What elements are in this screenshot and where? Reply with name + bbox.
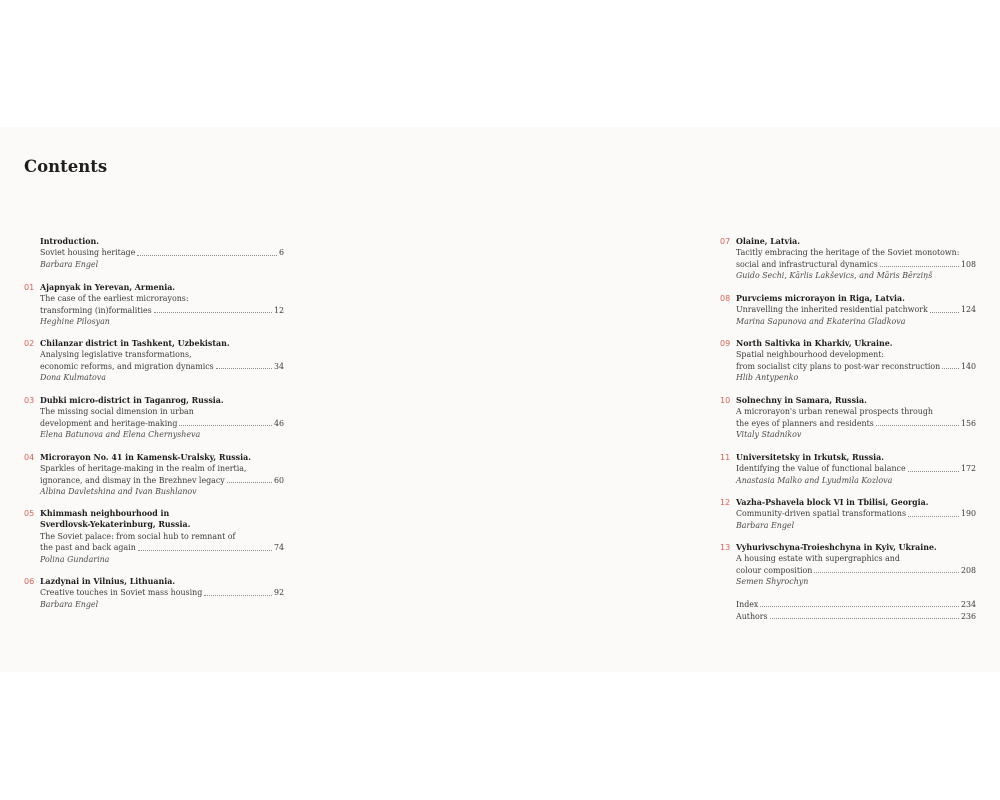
- toc-entry-authors[interactable]: [720, 611, 976, 622]
- dot-leader: [204, 595, 272, 596]
- page-number: 140: [960, 361, 976, 371]
- entry-subtitle: economic reforms, and migration dynamics: [40, 361, 214, 371]
- entry-subtitle: the past and back again: [40, 543, 136, 553]
- entry-subtitle: Community-driven spatial transformations: [736, 509, 907, 519]
- entry-subtitle: social and infrastructural dynamics: [736, 259, 878, 269]
- entry-author: Hlib Antypenko: [736, 373, 799, 383]
- toc-entry[interactable]: [24, 576, 284, 610]
- contents-title: Contents: [24, 157, 108, 176]
- page-number: 156: [960, 418, 976, 428]
- entry-author: Albina Davletshina and Ivan Bushlanov: [40, 487, 197, 497]
- entry-subtitle: transforming (in)formalities: [40, 305, 152, 315]
- entry-heading: Vyhurivschyna-Troieshchyna in Kyiv, Ukraine.: [736, 543, 937, 552]
- entry-subtitle: Creative touches in Soviet mass housing: [40, 588, 203, 598]
- entry-heading: Ajapnyak in Yerevan, Armenia.: [40, 283, 176, 292]
- dot-leader: [154, 312, 272, 313]
- entry-subtitle-line: The case of the earliest microrayons:: [40, 294, 189, 304]
- entry-heading: Chilanzar district in Tashkent, Uzbekistan.: [40, 339, 230, 348]
- entry-heading: Universitetsky in Irkutsk, Russia.: [736, 453, 884, 462]
- entry-author: Elena Batunova and Elena Chernysheva: [40, 430, 201, 440]
- toc-entry[interactable]: [24, 236, 284, 270]
- chapter-number: 04: [24, 453, 35, 462]
- toc-entry[interactable]: [24, 395, 284, 441]
- dot-leader: [216, 368, 272, 369]
- entry-author: Barbara Engel: [736, 520, 795, 530]
- chapter-number: 12: [720, 498, 731, 507]
- entry-subtitle: development and heritage-making: [40, 418, 178, 428]
- page-number: 172: [960, 464, 976, 474]
- dot-leader: [138, 550, 272, 551]
- chapter-number: 02: [24, 339, 35, 348]
- entry-heading: Purvciems microrayon in Riga, Latvia.: [736, 294, 905, 303]
- page-number: 6: [278, 248, 284, 258]
- dot-leader: [179, 425, 272, 426]
- entry-author: Barbara Engel: [40, 259, 99, 269]
- dot-leader: [770, 618, 959, 619]
- chapter-number: 11: [720, 453, 731, 462]
- toc-entry[interactable]: [720, 338, 976, 384]
- dot-leader: [942, 368, 959, 369]
- page-number: 74: [273, 543, 284, 553]
- entry-author: Heghine Pilosyan: [40, 317, 110, 327]
- dot-leader: [227, 482, 272, 483]
- toc-entry[interactable]: [24, 452, 284, 498]
- chapter-number: 01: [24, 283, 35, 292]
- toc-entry[interactable]: [24, 508, 284, 565]
- dot-leader: [930, 312, 959, 313]
- entry-subtitle: the eyes of planners and residents: [736, 418, 874, 428]
- entry-subtitle-line: Spatial neighbourhood development:: [736, 350, 885, 360]
- toc-entry[interactable]: [720, 497, 976, 531]
- page-number: 190: [960, 509, 976, 519]
- authors-label: Authors: [736, 612, 768, 621]
- chapter-number: 13: [720, 543, 731, 552]
- entry-heading: Microrayon No. 41 in Kamensk-Uralsky, Russia.: [40, 453, 251, 462]
- entry-heading: Introduction.: [40, 237, 99, 246]
- chapter-number: 09: [720, 339, 731, 348]
- toc-entry[interactable]: [720, 293, 976, 327]
- chapter-number: 07: [720, 237, 731, 246]
- chapter-number: 05: [24, 509, 35, 518]
- entry-heading: Khimmash neighbourhood in: [40, 509, 170, 518]
- entry-author: Semen Shyrochyn: [736, 577, 809, 587]
- chapter-number: 03: [24, 396, 35, 405]
- entry-author: Barbara Engel: [40, 599, 99, 609]
- entry-subtitle-line: The missing social dimension in urban: [40, 407, 194, 417]
- dot-leader: [908, 516, 959, 517]
- page-number: 236: [960, 612, 976, 621]
- entry-heading: Dubki micro-district in Taganrog, Russia.: [40, 396, 224, 405]
- entry-subtitle: Identifying the value of functional balance: [736, 464, 906, 474]
- entry-subtitle: Unravelling the inherited residential patchwork: [736, 305, 928, 315]
- page-number: 60: [273, 475, 284, 485]
- toc-entry[interactable]: [720, 452, 976, 486]
- dot-leader: [880, 266, 959, 267]
- page-number: 208: [960, 565, 976, 575]
- dot-leader: [137, 255, 277, 256]
- dot-leader: [908, 471, 959, 472]
- page-number: 34: [273, 361, 284, 371]
- toc-entry[interactable]: [720, 236, 976, 282]
- page-number: 124: [960, 305, 976, 315]
- entry-subtitle: colour composition: [736, 565, 813, 575]
- entry-subtitle-line: Tacitly embracing the heritage of the Soviet monotown:: [736, 248, 960, 258]
- entry-subtitle-line: A microrayon's urban renewal prospects through: [736, 407, 934, 417]
- entry-subtitle: from socialist city plans to post-war reconstruction: [736, 361, 941, 371]
- entry-heading: Solnechny in Samara, Russia.: [736, 396, 867, 405]
- entry-author: Dona Kulmatova: [40, 373, 106, 383]
- entry-heading: North Saltivka in Kharkiv, Ukraine.: [736, 339, 893, 348]
- dot-leader: [814, 572, 959, 573]
- toc-entry-index[interactable]: [720, 599, 976, 610]
- entry-heading: Lazdynai in Vilnius, Lithuania.: [40, 577, 176, 586]
- toc-entry[interactable]: [720, 395, 976, 441]
- chapter-number: 06: [24, 577, 35, 586]
- chapter-number: 10: [720, 396, 731, 405]
- entry-subtitle: ignorance, and dismay in the Brezhnev legacy: [40, 475, 225, 485]
- entry-subtitle-line: Sparkles of heritage-making in the realm of inertia,: [40, 464, 247, 474]
- entry-subtitle-line: A housing estate with supergraphics and: [736, 554, 900, 564]
- dot-leader: [876, 425, 959, 426]
- entry-heading: Olaine, Latvia.: [736, 237, 800, 246]
- toc-entry[interactable]: [24, 338, 284, 384]
- index-label: Index: [736, 600, 759, 609]
- chapter-number: 08: [720, 294, 731, 303]
- page-number: 46: [273, 418, 284, 428]
- toc-entry[interactable]: [24, 282, 284, 328]
- dot-leader: [760, 606, 959, 607]
- entry-author: Anastasia Malko and Lyudmila Kozlova: [736, 475, 893, 485]
- entry-heading: Vazha-Pshavela block VI in Tbilisi, Georgia.: [736, 498, 929, 507]
- entry-author: Marina Sapunova and Ekaterina Gladkova: [736, 316, 906, 326]
- page-number: 234: [960, 600, 976, 609]
- entry-author: Guido Sechi, Kārlis Lakševics, and Māris Bērziņš: [736, 271, 933, 281]
- entry-heading-line-2: Sverdlovsk-Yekaterinburg, Russia.: [40, 520, 191, 530]
- entry-author: Vitaly Stadnikov: [736, 430, 802, 440]
- entry-subtitle: Soviet housing heritage: [40, 248, 136, 258]
- page-number: 92: [273, 588, 284, 598]
- page-number: 12: [273, 305, 284, 315]
- page-number: 108: [960, 259, 976, 269]
- toc-entry[interactable]: [720, 542, 976, 588]
- entry-author: Polina Gundarina: [40, 554, 110, 564]
- entry-subtitle-line: Analysing legislative transformations,: [40, 350, 192, 360]
- entry-subtitle-line: The Soviet palace: from social hub to remnant of: [40, 531, 236, 541]
